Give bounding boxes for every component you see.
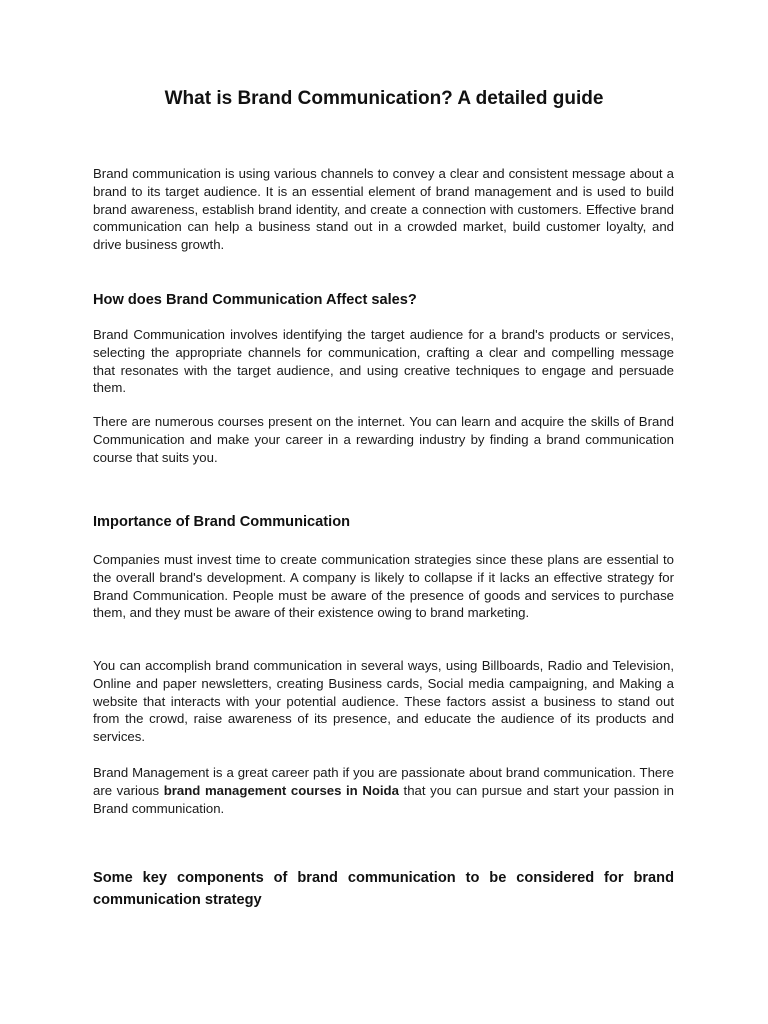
page-title: What is Brand Communication? A detailed guide	[164, 88, 604, 109]
importance-paragraph-3-text-end: that you can pursue and start your passion in Brand communication.	[93, 782, 674, 816]
brand-management-courses-link[interactable]: brand management courses in Noida	[163, 782, 399, 798]
components-section-heading: Some key components of brand communication to be considered for brand communication strategy	[93, 870, 674, 908]
importance-paragraph-1: Companies must invest time to create communication strategies since these plans are essential to the overall brand's development. A company is likely to collapse if it lacks an effective strategy for Brand Communication. People must be aware of the presence of goods and services to purchase them, and they must be aware of their existence owing to brand marketing.	[93, 552, 674, 621]
importance-section-heading: Importance of Brand Communication	[93, 514, 351, 530]
sales-paragraph-2: There are numerous courses present on the internet. You can learn and acquire the skills of Brand Communication and make your career in a rewarding industry by finding a brand communication course that suits you.	[93, 414, 674, 465]
importance-paragraph-2: You can accomplish brand communication in several ways, using Billboards, Radio and Television, Online and paper newsletters, creating Business cards, Social media campaigning, and Making a website that interacts with your potential audience. These factors assist a business to stand out from the crowd, raise awareness of its presence, and educate the audience of its products and services.	[93, 658, 674, 745]
importance-paragraph-3	[93, 764, 674, 817]
importance-paragraph-3-text-start: Brand Management is a great career path if you are passionate about brand communication. There are various	[93, 765, 674, 798]
sales-paragraph-1: Brand Communication involves identifying the target audience for a brand's products or services, selecting the appropriate channels for communication, crafting a clear and compelling message that resonates with the target audience, and using creative techniques to engage and persuade them.	[93, 327, 674, 396]
intro-paragraph: Brand communication is using various channels to convey a clear and consistent message about a brand to its target audience. It is an essential element of brand management and is used to build brand awareness, establish brand identity, and create a connection with customers. Effective brand communication can help a business stand out in a crowded market, build customer loyalty, and drive business growth.	[93, 166, 674, 253]
sales-section-heading: How does Brand Communication Affect sales?	[93, 292, 417, 308]
